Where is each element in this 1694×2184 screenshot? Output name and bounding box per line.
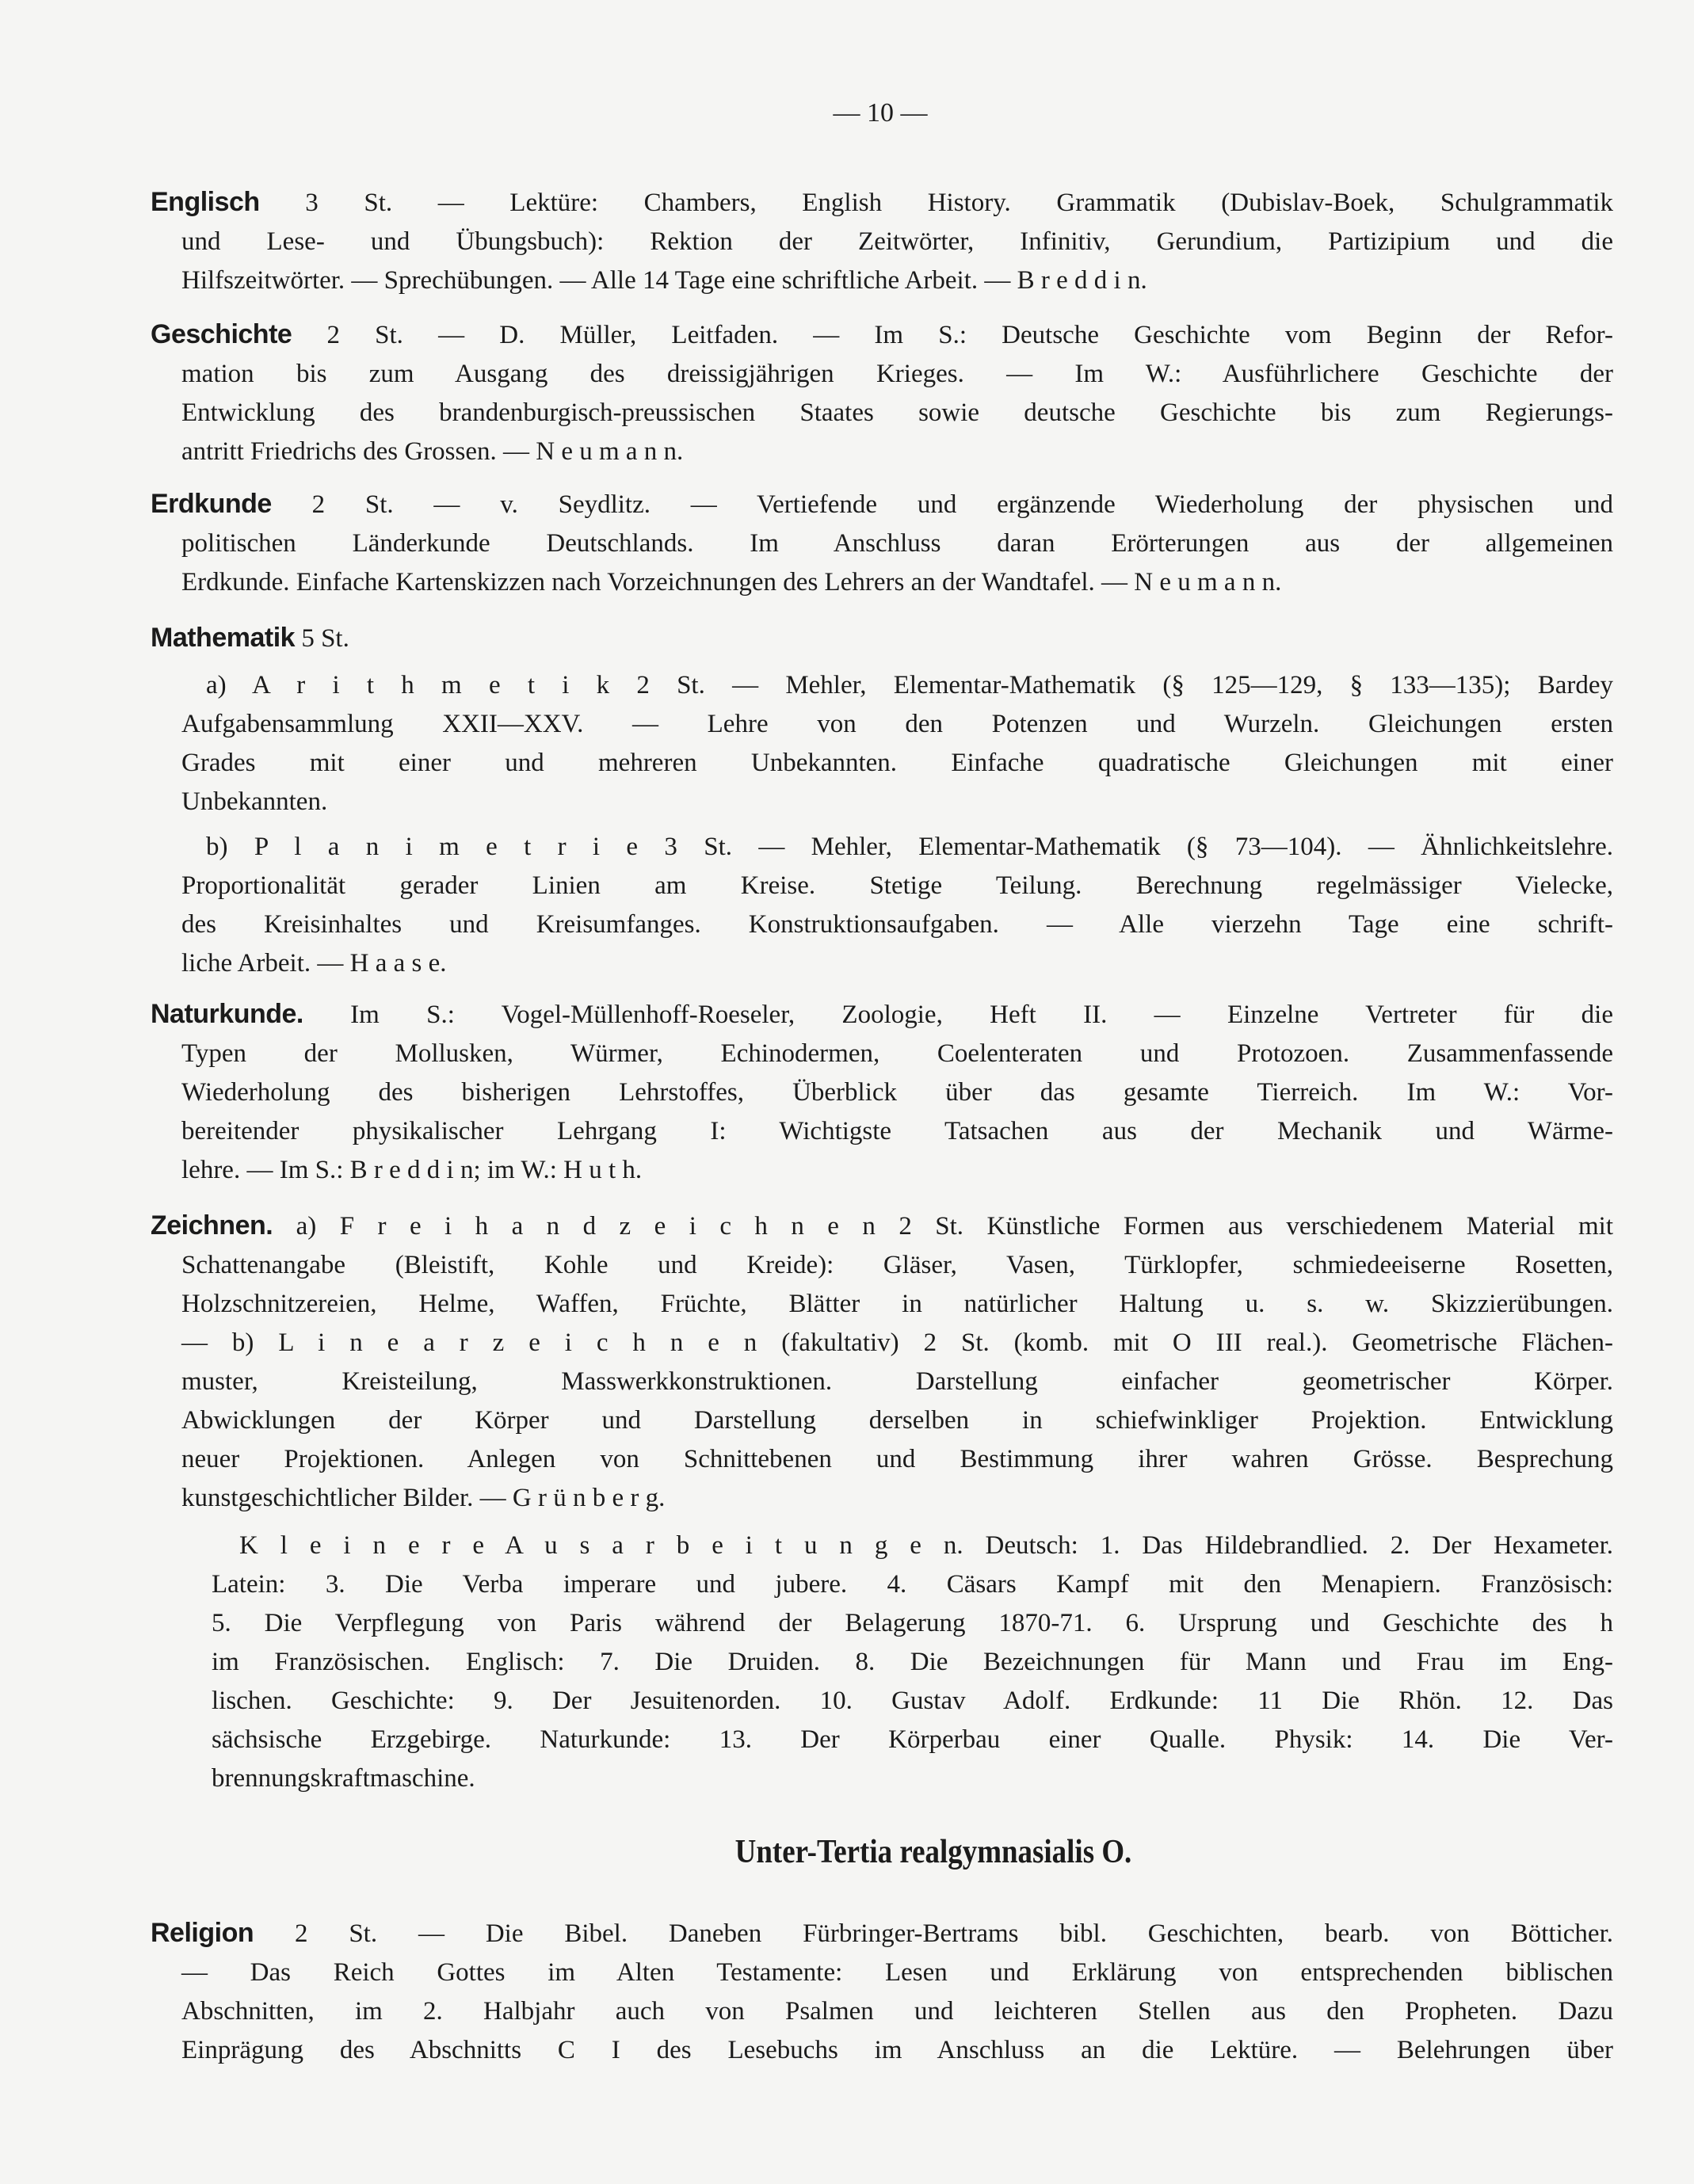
subject-heading: Geschichte: [151, 319, 292, 349]
text-line: [206, 666, 1613, 705]
text-line: [181, 355, 1613, 394]
text-line: [151, 315, 1613, 355]
line-text: Wiederholung des bisherigen Lehrstoffes, Überblick über das gesamte Tierreich. Im W.: Vor-: [181, 1078, 1613, 1107]
paragraph-arithmetik: [181, 666, 1613, 821]
paragraph-englisch: [151, 183, 1613, 300]
line-text: kunstgeschichtlicher Bilder. — G r ü n b e r g.: [181, 1484, 666, 1512]
text-line: [181, 705, 1613, 744]
line-text: a) A r i t h m e t i k 2 St. — Mehler, Elementar-Mathematik (§ 125—129, § 133—135); Bardey: [206, 671, 1613, 699]
line-text: politischen Länderkunde Deutschlands. Im Anschluss daran Erörterungen aus der allgemeinen: [181, 529, 1613, 558]
text-line: [181, 1246, 1613, 1285]
text-line: [181, 433, 1613, 471]
text-line: [181, 524, 1613, 563]
line-text: 5 St.: [295, 624, 349, 653]
line-text: antritt Friedrichs des Grossen. — N e u m a n n.: [181, 437, 684, 466]
text-line: [151, 183, 1613, 223]
line-text: Schattenangabe (Bleistift, Kohle und Kreide): Gläser, Vasen, Türklopfer, schmiedeeiserne Rosetten,: [181, 1251, 1613, 1279]
text-line: [212, 1643, 1613, 1682]
paragraph-mathematik: [151, 619, 1613, 658]
text-line: [181, 1035, 1613, 1073]
subject-heading: Erdkunde: [151, 489, 272, 519]
text-line: [181, 2031, 1613, 2070]
text-line: [206, 828, 1613, 867]
paragraph-erdkunde: [151, 485, 1613, 602]
text-line: [181, 261, 1613, 300]
line-text: sächsische Erzgebirge. Naturkunde: 13. Der Körperbau einer Qualle. Physik: 14. Die Ver-: [212, 1725, 1613, 1754]
line-text: im Französischen. Englisch: 7. Die Druiden. 8. Die Bezeichnungen für Mann und Frau im Eng-: [212, 1648, 1613, 1676]
text-line: [212, 1759, 1613, 1798]
line-text: Aufgabensammlung XXII—XXV. — Lehre von den Potenzen und Wurzeln. Gleichungen ersten: [181, 710, 1613, 738]
text-line: [151, 1206, 1613, 1246]
line-text: des Kreisinhaltes und Kreisumfanges. Konstruktionsaufgaben. — Alle vierzehn Tage eine schrift-: [181, 910, 1613, 939]
line-text: 2 St. — Die Bibel. Daneben Fürbringer-Bertrams bibl. Geschichten, bearb. von Bötticher.: [254, 1919, 1613, 1948]
line-text: Latein: 3. Die Verba imperare und jubere. 4. Cäsars Kampf mit den Menapiern. Französisch:: [212, 1570, 1613, 1599]
text-line: [181, 1112, 1613, 1151]
text-line: [181, 1285, 1613, 1324]
line-text: mation bis zum Ausgang des dreissigjährigen Krieges. — Im W.: Ausführlichere Geschichte der: [181, 360, 1613, 388]
paragraph-zeichnen: [151, 1206, 1613, 1518]
line-text: lischen. Geschichte: 9. Der Jesuitenorden. 10. Gustav Adolf. Erdkunde: 11 Die Rhön. 12. Das: [212, 1687, 1613, 1715]
line-text: Entwicklung des brandenburgisch-preussischen Staates sowie deutsche Geschichte bis zum Regierungs-: [181, 398, 1613, 427]
line-text: 2 St. — D. Müller, Leitfaden. — Im S.: Deutsche Geschichte vom Beginn der Refor-: [292, 321, 1613, 349]
text-line: [212, 1565, 1613, 1604]
line-text: brennungskraftmaschine.: [212, 1764, 475, 1793]
line-text: und Lese- und Übungsbuch): Rektion der Zeitwörter, Infinitiv, Gerundium, Partizipium und die: [181, 227, 1613, 256]
line-text: Proportionalität gerader Linien am Kreise. Stetige Teilung. Berechnung regelmässiger Vielecke,: [181, 871, 1613, 900]
text-line: [181, 1992, 1613, 2031]
text-line: [181, 867, 1613, 905]
subject-heading: Mathematik: [151, 623, 296, 653]
text-line: [181, 1440, 1613, 1479]
line-text: bereitender physikalischer Lehrgang I: Wichtigste Tatsachen aus der Mechanik und Wärme-: [181, 1117, 1613, 1145]
text-line: [212, 1721, 1613, 1759]
line-text: Einprägung des Abschnitts C I des Lesebuchs im Anschluss an die Lektüre. — Belehrungen über: [181, 2036, 1613, 2064]
line-text: b) P l a n i m e t r i e 3 St. — Mehler, Elementar-Mathematik (§ 73—104). — Ähnlichkeitslehre.: [206, 833, 1613, 861]
text-line: [151, 485, 1613, 524]
line-text: Abwicklungen der Körper und Darstellung derselben in schiefwinkliger Projektion. Entwicklung: [181, 1406, 1613, 1435]
subject-heading: Zeichnen.: [151, 1210, 273, 1241]
paragraph-naturkunde: [151, 995, 1613, 1190]
text-line: [181, 394, 1613, 433]
line-text: Im S.: Vogel-Müllenhoff-Roeseler, Zoologie, Heft II. — Einzelne Vertreter für die: [303, 1001, 1613, 1029]
paragraph-religion: [151, 1914, 1613, 2070]
line-text: neuer Projektionen. Anlegen von Schnittebenen und Bestimmung ihrer wahren Grösse. Besprechung: [181, 1445, 1613, 1473]
line-text: — Das Reich Gottes im Alten Testamente: Lesen und Erklärung von entsprechenden biblischen: [181, 1958, 1613, 1987]
text-line: [212, 1604, 1613, 1643]
paragraph-kleinere: [212, 1527, 1613, 1798]
text-line: [181, 905, 1613, 944]
text-line: [181, 1401, 1613, 1440]
text-line: [181, 1073, 1613, 1112]
text-line: [181, 563, 1613, 602]
line-text: K l e i n e r e A u s a r b e i t u n g e n. Deutsch: 1. Das Hildebrandlied. 2. Der Hexameter.: [239, 1531, 1613, 1560]
subject-heading: Religion: [151, 1918, 254, 1948]
text-line: [181, 1363, 1613, 1401]
text-line: [239, 1527, 1613, 1565]
text-line: [181, 1479, 1613, 1518]
line-text: Typen der Mollusken, Würmer, Echinodermen, Coelenteraten und Protozoen. Zusammenfassende: [181, 1039, 1613, 1068]
text-line: [181, 223, 1613, 261]
line-text: a) F r e i h a n d z e i c h n e n 2 St. Künstliche Formen aus verschiedenem Material mit: [273, 1212, 1613, 1241]
line-text: Abschnitten, im 2. Halbjahr auch von Psalmen und leichteren Stellen aus den Propheten. Dazu: [181, 1997, 1613, 2026]
text-line: [181, 1151, 1613, 1190]
line-text: muster, Kreisteilung, Masswerkkonstruktionen. Darstellung einfacher geometrischer Körper.: [181, 1367, 1613, 1396]
text-line: [212, 1682, 1613, 1721]
text-line: [151, 995, 1613, 1035]
text-line: [181, 783, 1613, 821]
subject-heading: Naturkunde.: [151, 999, 303, 1029]
paragraph-planimetrie: [181, 828, 1613, 983]
line-text: Unbekannten.: [181, 787, 328, 816]
line-text: Grades mit einer und mehreren Unbekannten. Einfache quadratische Gleichungen mit einer: [181, 749, 1613, 777]
subject-heading: Englisch: [151, 187, 260, 217]
page-number: — 10 —: [833, 98, 928, 128]
text-line: [181, 1324, 1613, 1363]
text-line: [151, 1914, 1613, 1953]
paragraph-geschichte: [151, 315, 1613, 471]
line-text: 5. Die Verpflegung von Paris während der Belagerung 1870-71. 6. Ursprung und Geschichte des h: [212, 1609, 1613, 1637]
text-line: [181, 944, 1613, 983]
line-text: liche Arbeit. — H a a s e.: [181, 949, 447, 978]
line-text: 3 St. — Lektüre: Chambers, English History. Grammatik (Dubislav-Boek, Schulgrammatik: [259, 189, 1613, 217]
line-text: lehre. — Im S.: B r e d d i n; im W.: H u t h.: [181, 1156, 643, 1184]
text-line: [181, 744, 1613, 783]
line-text: 2 St. — v. Seydlitz. — Vertiefende und ergänzende Wiederholung der physischen und: [271, 490, 1613, 519]
section-title: Unter-Tertia realgymnasialis O.: [734, 1834, 1132, 1870]
line-text: — b) L i n e a r z e i c h n e n (fakultativ) 2 St. (komb. mit O III real.). Geometrische Flächen-: [181, 1328, 1613, 1357]
line-text: Hilfszeitwörter. — Sprechübungen. — Alle 14 Tage eine schriftliche Arbeit. — B r e d d i n.: [181, 266, 1147, 295]
line-text: Erdkunde. Einfache Kartenskizzen nach Vorzeichnungen des Lehrers an der Wandtafel. — N e u m a n n.: [181, 568, 1282, 597]
line-text: Holzschnitzereien, Helme, Waffen, Früchte, Blätter in natürlicher Haltung u. s. w. Skizzierübungen.: [181, 1290, 1613, 1318]
text-line: [181, 1953, 1613, 1992]
text-line: [151, 619, 1613, 658]
